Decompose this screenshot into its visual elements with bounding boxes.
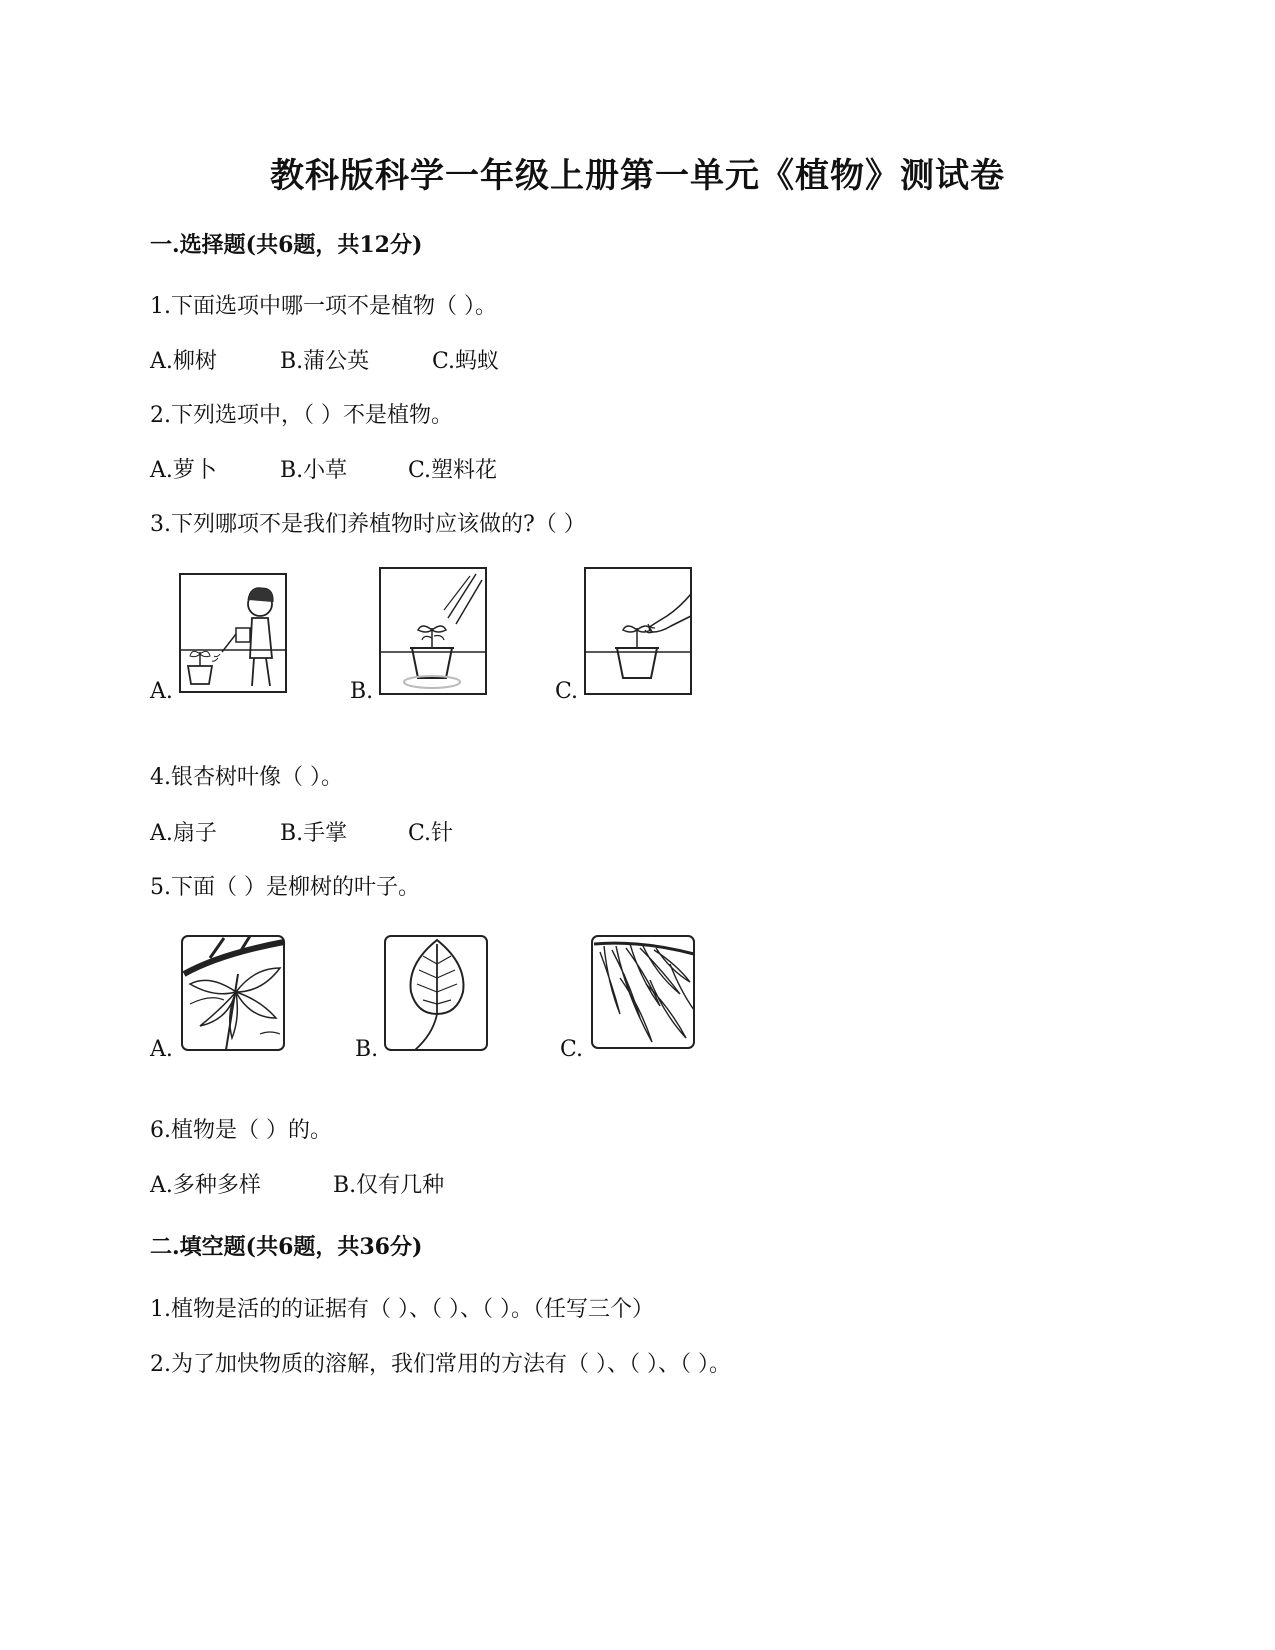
q3-option-c: C. [555, 679, 579, 704]
section-heading-choice: 一.选择题(共6题，共12分) [150, 232, 423, 258]
q4-option-b: B.手掌 [280, 821, 348, 846]
q3-figure-c [555, 566, 765, 706]
plant-in-sunlight-icon [378, 566, 490, 698]
question-2: 2.下列选项中，（ ）不是植物。 [150, 403, 453, 428]
q5-option-b: B. [355, 1037, 379, 1062]
question-3-figures [150, 566, 850, 706]
q1-option-c: C.蚂蚁 [432, 349, 500, 374]
q5-option-a: A. [150, 1037, 173, 1062]
question-1: 1.下面选项中哪一项不是植物（ ）。 [150, 294, 497, 319]
q2-option-b: B.小草 [280, 458, 348, 483]
section-heading-fill-in: 二.填空题(共6题，共36分) [150, 1234, 423, 1260]
q3-figure-b [350, 566, 555, 706]
q2-option-a: A.萝卜 [150, 458, 217, 483]
q4-option-a: A.扇子 [150, 821, 217, 846]
q1-option-b: B.蒲公英 [280, 349, 370, 374]
q1-option-a: A.柳树 [150, 349, 217, 374]
hand-picking-plant-icon [583, 566, 695, 698]
page-title: 教科版科学一年级上册第一单元《植物》测试卷 [270, 156, 1005, 196]
question-3: 3.下列哪项不是我们养植物时应该做的?（ ） [150, 512, 586, 537]
q5-figure-a [150, 934, 355, 1064]
fill-question-1: 1.植物是活的的证据有（ ）、（ ）、（ ）。（任写三个） [150, 1297, 654, 1322]
single-oval-leaf-icon [383, 934, 491, 1054]
willow-leaves-icon [590, 934, 698, 1052]
fill-question-2: 2.为了加快物质的溶解，我们常用的方法有（ ）、（ ）、（ ）。 [150, 1352, 731, 1377]
q4-option-c: C.针 [408, 821, 454, 846]
q6-option-a: A.多种多样 [150, 1173, 261, 1198]
q5-figure-c [560, 934, 770, 1064]
q3-figure-a [150, 566, 350, 706]
question-5: 5.下面（ ）是柳树的叶子。 [150, 875, 420, 900]
palmate-leaf-branch-icon [180, 934, 288, 1054]
q2-option-c: C.塑料花 [408, 458, 498, 483]
child-watering-plant-icon [178, 566, 290, 696]
q3-option-a: A. [150, 679, 173, 704]
q5-option-c: C. [560, 1037, 584, 1062]
question-6: 6.植物是（ ）的。 [150, 1118, 332, 1143]
question-5-figures [150, 934, 850, 1074]
q3-option-b: B. [350, 679, 374, 704]
question-4: 4.银杏树叶像（ ）。 [150, 765, 343, 790]
q6-option-b: B.仅有几种 [333, 1173, 445, 1198]
q5-figure-b [355, 934, 560, 1064]
